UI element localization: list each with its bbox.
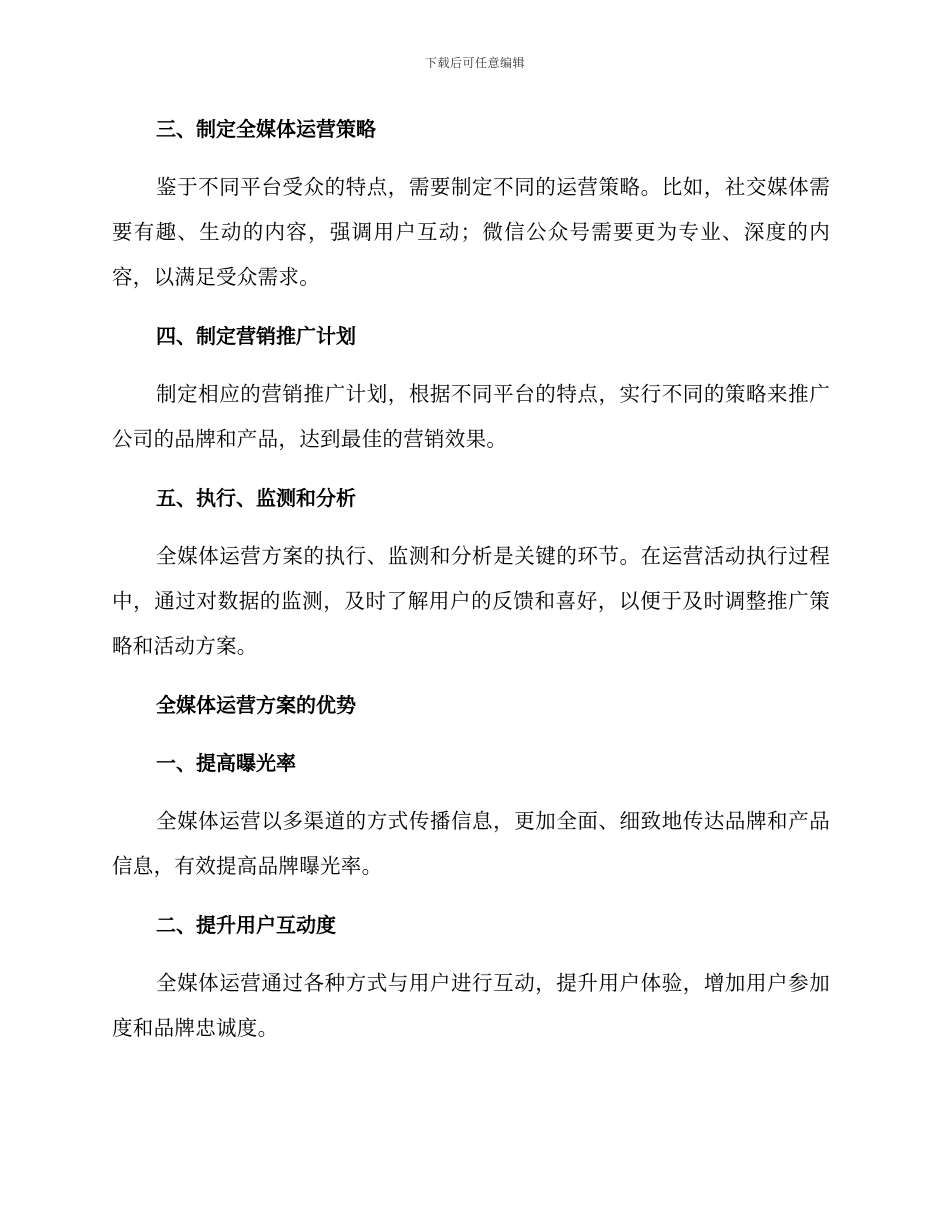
section-paragraph: 全媒体运营方案的执行、监测和分析是关键的环节。在运营活动执行过程中，通过对数据的监测，及时了解用户的反馈和喜好，以便于及时调整推广策略和活动方案。 <box>112 544 830 658</box>
section-execution <box>112 476 830 669</box>
section-paragraph: 制定相应的营销推广计划，根据不同平台的特点，实行不同的策略来推广公司的品牌和产品，达到最佳的营销效果。 <box>112 382 830 451</box>
section-paragraph: 全媒体运营通过各种方式与用户进行互动，提升用户体验，增加用户参加度和品牌忠诚度。 <box>112 971 830 1040</box>
section-heading: 全媒体运营方案的优势 <box>156 693 356 717</box>
section-paragraph: 全媒体运营以多渠道的方式传播信息，更加全面、细致地传达品牌和产品信息，有效提高品牌曝光率。 <box>112 809 830 878</box>
section-strategy <box>112 107 830 300</box>
section-heading: 二、提升用户互动度 <box>156 913 336 937</box>
section-advantages <box>112 683 830 727</box>
document-body <box>112 107 830 1065</box>
section-heading: 三、制定全媒体运营策略 <box>156 117 376 141</box>
section-heading: 四、制定营销推广计划 <box>156 324 356 348</box>
section-marketing-plan <box>112 314 830 462</box>
section-interaction <box>112 903 830 1051</box>
section-paragraph: 鉴于不同平台受众的特点，需要制定不同的运营策略。比如，社交媒体需要有趣、生动的内容，强调用户互动；微信公众号需要更为专业、深度的内容，以满足受众需求。 <box>112 175 830 289</box>
header-note: 下载后可任意编辑 <box>424 56 525 70</box>
section-heading: 一、提高曝光率 <box>156 751 296 775</box>
section-heading: 五、执行、监测和分析 <box>156 486 356 510</box>
section-exposure <box>112 741 830 889</box>
